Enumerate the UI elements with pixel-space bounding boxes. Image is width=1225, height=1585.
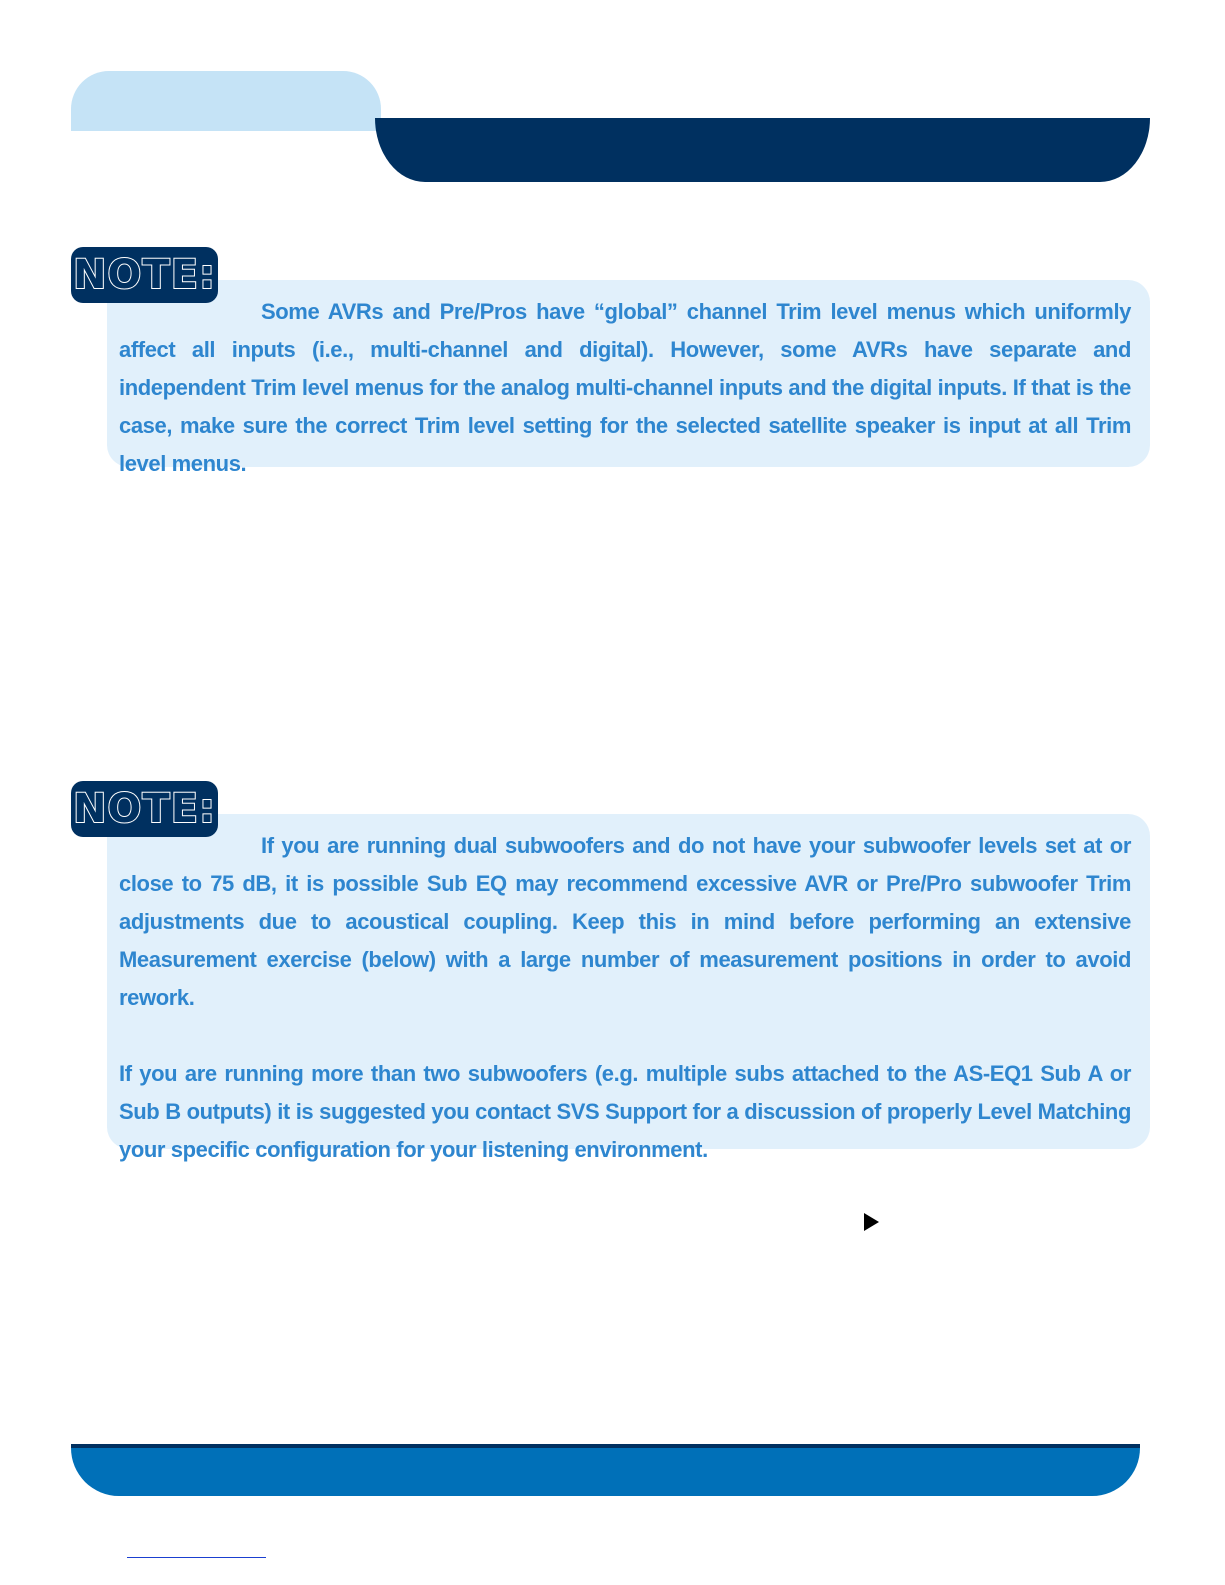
bottom-link-underline[interactable] [127, 1557, 266, 1558]
footer-bar [71, 1448, 1140, 1496]
note-box-2 [107, 814, 1150, 1162]
note-tag-2-label: NOTE: [72, 786, 217, 832]
header-bar [375, 118, 1150, 182]
note-2-paragraph-2: If you are running more than two subwoofers (e.g. multiple subs attached to the AS-EQ1 Sub A or Sub B outputs) it is suggested you contact SVS Support for a discussion of properly Level Matching your specific configuration for your listening environment. [119, 1061, 1131, 1162]
note-tag-2 [71, 781, 218, 837]
header-tab [71, 71, 381, 131]
note-2-paragraph-1: If you are running dual subwoofers and do not have your subwoofer levels set at or close to 75 dB, it is possible Sub EQ may recommend excessive AVR or Pre/Pro subwoofer Trim adjustments due to acoustical coupling. Keep this in mind before performing an extensive Measurement exercise (below) with a large number of measurement positions in order to avoid rework. [119, 833, 1131, 1010]
note-box-1 [107, 280, 1150, 476]
note-tag-1 [71, 247, 218, 303]
play-arrow-icon [864, 1213, 879, 1231]
note-tag-1-label: NOTE: [72, 252, 217, 298]
note-1-paragraph-1: Some AVRs and Pre/Pros have “global” channel Trim level menus which uniformly affect all inputs (i.e., multi-channel and digital). However, some AVRs have separate and independent Trim level menus for the analog multi-channel inputs and the digital inputs. If that is the case, make sure the correct Trim level setting for the selected satellite speaker is input at all Trim level menus. [119, 299, 1131, 476]
